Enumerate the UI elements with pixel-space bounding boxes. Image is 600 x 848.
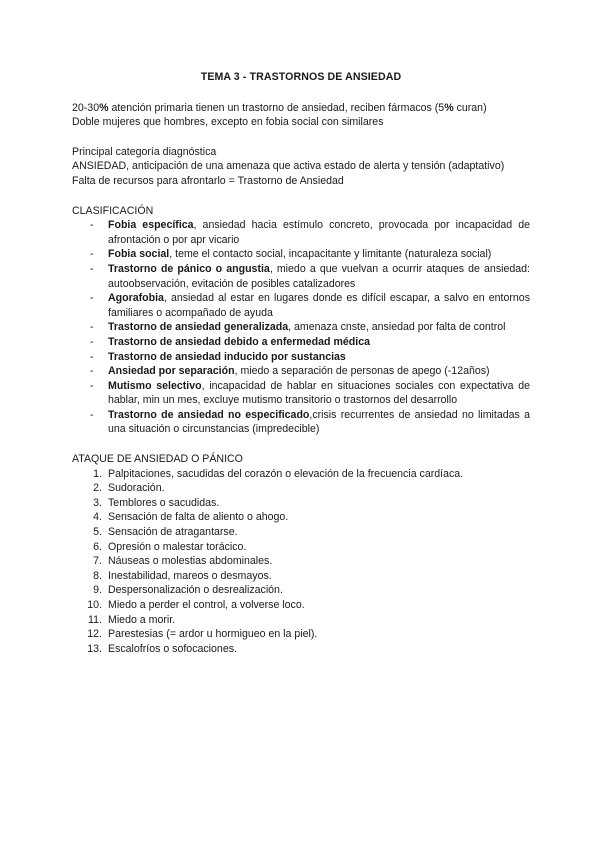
category-section (72, 145, 530, 189)
document-body (72, 70, 530, 656)
list-item-term: Fobia específica (108, 219, 194, 232)
list-item (72, 613, 530, 628)
list-item-number: 3. (93, 496, 102, 509)
intro-section (72, 101, 530, 130)
list-item-text: Sensación de atragantarse. (108, 526, 238, 539)
intro-line-2: Doble mujeres que hombres, excepto en fobia social con similares (72, 116, 384, 129)
list-item (108, 320, 530, 335)
list-item (108, 247, 530, 262)
list-item-number: 9. (93, 584, 102, 597)
list-item-number: 1. (93, 467, 102, 480)
intro-percent-1: % (99, 101, 109, 114)
list-item (72, 510, 530, 525)
list-item (72, 627, 530, 642)
ataque-list (72, 467, 530, 657)
list-item-number: 11. (88, 613, 102, 626)
list-item-text: Miedo a morir. (108, 613, 176, 626)
list-item-text: Náuseas o molestias abdominales. (108, 555, 273, 568)
list-item-number: 12. (87, 628, 102, 641)
list-item-text: Opresión o malestar torácico. (108, 540, 247, 553)
list-item (72, 554, 530, 569)
list-item (72, 598, 530, 613)
list-item (108, 291, 530, 320)
list-item-desc: , teme el contacto social, incapacitante y limitante (naturaleza social) (169, 248, 492, 261)
list-item-text: Escalofríos o sofocaciones. (108, 642, 237, 655)
list-item-number: 10. (87, 599, 102, 611)
list-item (72, 569, 530, 584)
intro-percent-2: % (444, 101, 454, 114)
list-item-number: 8. (93, 569, 102, 582)
list-item-term: Trastorno de ansiedad no especificado (108, 408, 310, 421)
list-item-number: 7. (93, 555, 102, 568)
list-item (72, 583, 530, 598)
list-item-number: 5. (93, 526, 102, 539)
clasificacion-heading: CLASIFICACIÓN (72, 204, 154, 217)
list-item-text: Despersonalización o desrealización. (108, 584, 283, 597)
list-item-term: Trastorno de ansiedad debido a enfermedad médica (108, 335, 370, 348)
category-line-2: ANSIEDAD, anticipación de una amenaza que activa estado de alerta y tensión (adaptativo) (72, 160, 505, 173)
list-item (72, 496, 530, 511)
intro-line-1 (72, 101, 530, 116)
list-item-text: Sensación de falta de aliento o ahogo. (108, 511, 289, 524)
list-item-term: Trastorno de ansiedad inducido por sustancias (108, 350, 346, 363)
intro-text-e: curan) (453, 101, 487, 114)
category-line-1: Principal categoría diagnóstica (72, 145, 217, 158)
list-item-desc: , ansiedad hacia estímulo concreto, provocada por incapacidad de afrontación o por apr vicario (108, 219, 530, 246)
list-item (72, 467, 530, 482)
list-item-term: Fobia social (108, 248, 170, 261)
ataque-section (72, 452, 530, 656)
intro-text-c: atención primaria tienen un trastorno de ansiedad, reciben fármacos (5 (108, 101, 445, 114)
list-item (72, 481, 530, 496)
intro-value-a: 20-30 (72, 101, 100, 114)
list-item-term: Trastorno de ansiedad generalizada (108, 321, 289, 334)
clasificacion-section (72, 204, 530, 438)
list-item (72, 540, 530, 555)
list-item-desc: ,crisis recurrentes de ansiedad no limitadas a una situación o circunstancias (impredecible) (108, 408, 530, 436)
list-item (72, 525, 530, 540)
page-title: TEMA 3 - TRASTORNOS DE ANSIEDAD (200, 71, 402, 83)
list-item-text: Temblores o sacudidas. (108, 496, 220, 509)
list-item-text: Sudoración. (108, 482, 165, 495)
list-item-text: Palpitaciones, sacudidas del corazón o elevación de la frecuencia cardíaca. (108, 467, 464, 480)
list-item-number: 13. (87, 642, 102, 655)
list-item-desc: , ansiedad al estar en lugares donde es difícil escapar, a salvo en entornos familiares o acompañado de ayuda (108, 292, 530, 319)
list-item (108, 335, 530, 350)
list-item-desc: , amenaza cnste, ansiedad por falta de control (288, 321, 506, 334)
list-item-number: 2. (93, 482, 102, 495)
list-item-term: Mutismo selectivo (108, 379, 202, 392)
list-item-desc: , miedo a separación de personas de apego (-12años) (234, 365, 490, 378)
list-item (108, 364, 530, 379)
clasificacion-list (72, 218, 530, 437)
list-item (72, 642, 530, 657)
list-item-text: Inestabilidad, mareos o desmayos. (108, 569, 272, 582)
category-line-3: Falta de recursos para afrontarlo = Trastorno de Ansiedad (72, 174, 344, 187)
list-item (108, 379, 530, 408)
list-item-term: Agorafobia (108, 292, 164, 305)
list-item-text: Miedo a perder el control, a volverse loco. (108, 599, 305, 611)
list-item (108, 262, 530, 291)
list-item (108, 350, 530, 365)
list-item-desc: , miedo a que vuelvan a ocurrir ataques de ansiedad: autoobservación, evitación de posibles catalizadores (108, 262, 530, 290)
list-item (108, 218, 530, 247)
list-item-term: Ansiedad por separación (108, 365, 235, 378)
list-item-text: Parestesias (= ardor u hormigueo en la piel). (108, 628, 318, 641)
ataque-heading: ATAQUE DE ANSIEDAD O PÁNICO (72, 453, 243, 466)
list-item-number: 4. (93, 511, 102, 524)
list-item-term: Trastorno de pánico o angustia (108, 262, 270, 275)
list-item (108, 408, 530, 437)
list-item-desc: , incapacidad de hablar en situaciones sociales con expectativa de hablar, min un mes, excluye mutismo transitorio o trastornos del desarrollo (108, 379, 531, 407)
list-item-number: 6. (93, 540, 102, 553)
